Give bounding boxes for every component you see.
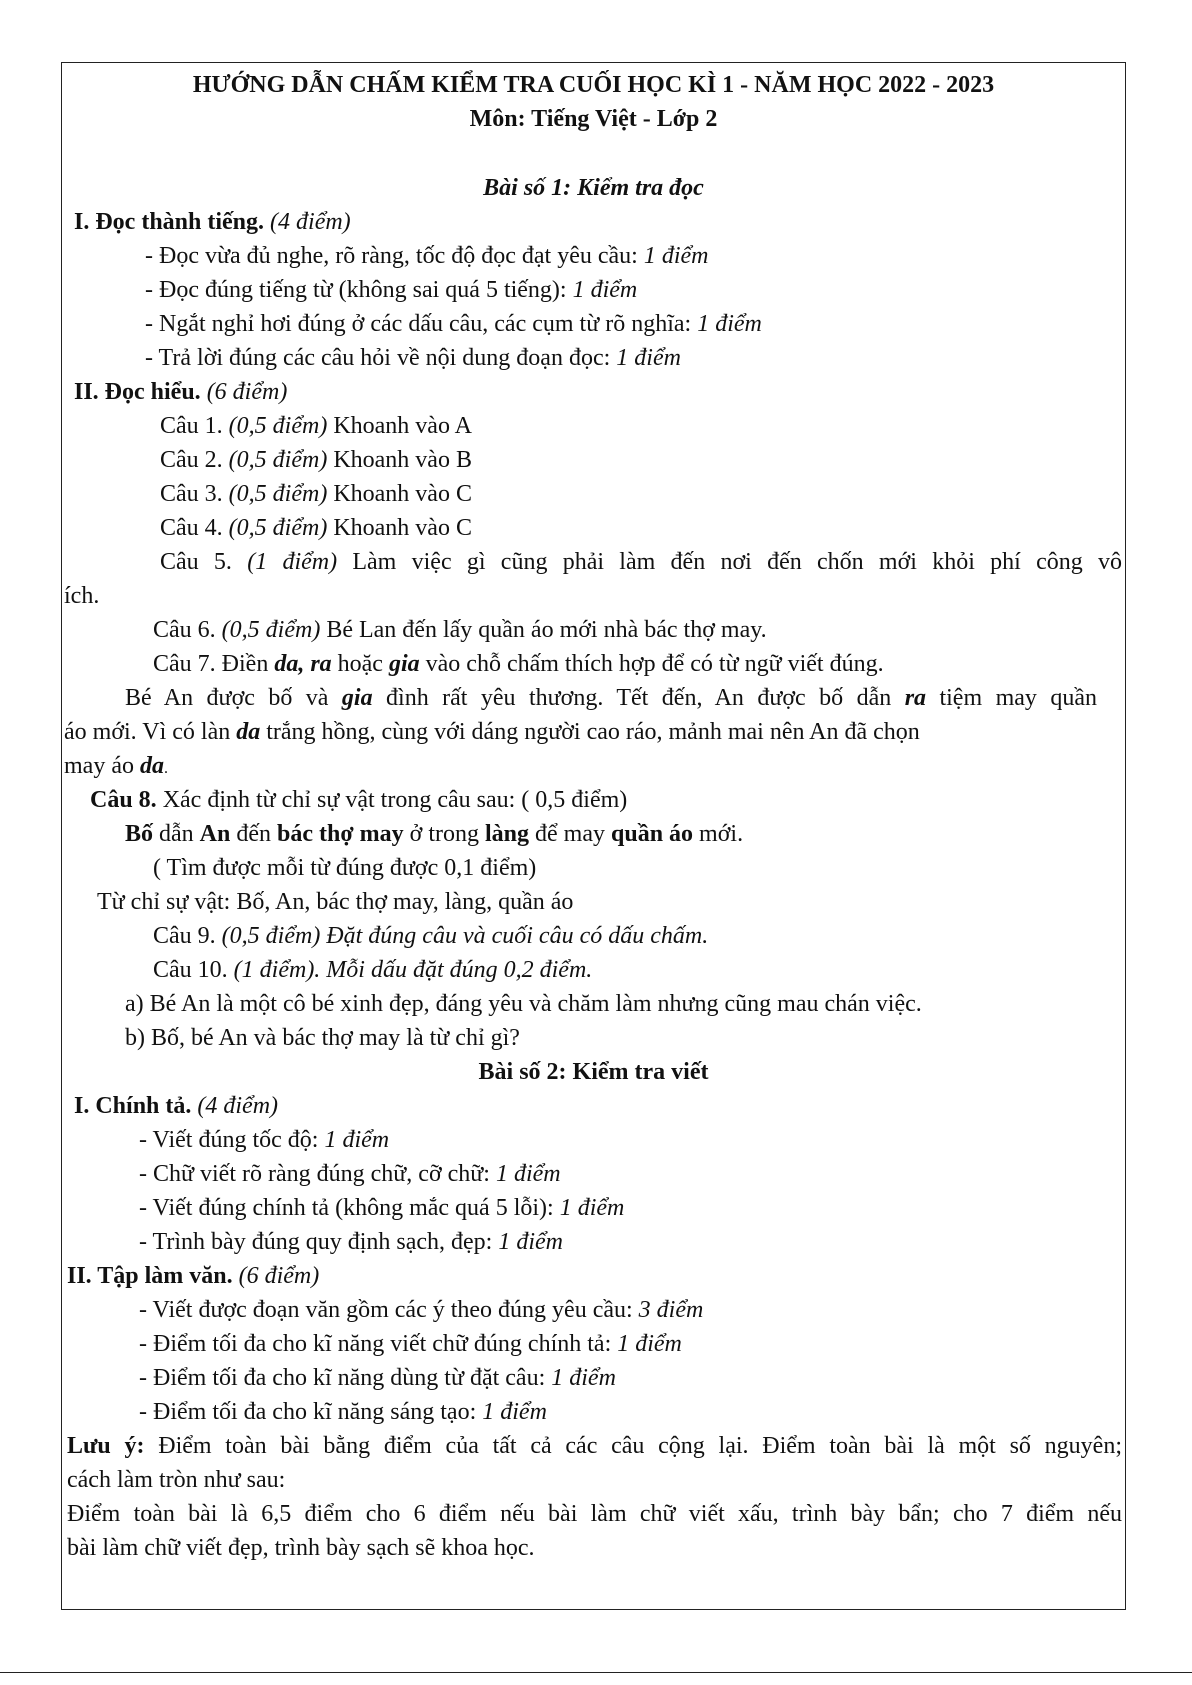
- criterion-item: [145, 309, 762, 339]
- question-4: [160, 513, 472, 543]
- question-10-b: b) Bố, bé An và bác thợ may là từ chỉ gì?: [125, 1025, 520, 1051]
- criterion-item: [139, 1227, 563, 1257]
- question-1: [160, 411, 472, 441]
- page-bottom-rule: [0, 1672, 1192, 1673]
- criterion-text: - Đọc vừa đủ nghe, rõ ràng, tốc độ đọc đạt yêu cầu:: [145, 243, 644, 269]
- question-7-paragraph-line-2: [64, 717, 920, 747]
- question-answer: Khoanh vào C: [327, 481, 472, 507]
- heading-doc-thanh-tieng: [74, 207, 351, 237]
- heading-text: I. Đọc thành tiếng.: [74, 209, 265, 235]
- question-10: [153, 955, 592, 985]
- note-text: Điểm toàn bài là 6,5 điểm cho 6 điểm nếu bài làm chữ viết xấu, trình bày bẩn; cho 7 điểm nếu: [67, 1501, 1122, 1527]
- question-label: Câu 6.: [153, 617, 222, 643]
- note-line-4: bài làm chữ viết đẹp, trình bày sạch sẽ khoa học.: [67, 1535, 535, 1561]
- criterion-item: [139, 1363, 616, 1393]
- heading-score: (4 điểm): [197, 1093, 279, 1119]
- question-label: Câu 5.: [160, 549, 248, 575]
- keyword: da, ra: [274, 651, 332, 677]
- criterion-score: 1 điểm: [498, 1229, 563, 1255]
- question-answer: Khoanh vào C: [327, 515, 472, 541]
- question-score: (0,5 điểm): [228, 413, 328, 439]
- keyword: da: [236, 719, 261, 745]
- section-title-bai-2: Bài số 2: Kiểm tra viết: [478, 1059, 709, 1085]
- section-title-bai-1: Bài số 1: Kiểm tra đọc: [483, 175, 704, 201]
- sentence-text: mới.: [693, 821, 744, 847]
- para-text: trắng hồng, cùng với dáng người cao ráo, mảnh mai nên An đã chọn: [260, 719, 920, 745]
- criterion-item: [139, 1329, 682, 1359]
- question-label: Câu 8.: [90, 787, 157, 813]
- criterion-item: [145, 343, 681, 373]
- note-text: Điểm toàn bài bằng điểm của tất cả các câu cộng lại. Điểm toàn bài là một số nguyên;: [144, 1433, 1122, 1459]
- para-text: tiệm may quần: [926, 685, 1097, 711]
- criterion-score: 1 điểm: [697, 311, 762, 337]
- question-5: [160, 547, 1122, 577]
- criterion-text: - Điểm tối đa cho kĩ năng viết chữ đúng chính tả:: [139, 1331, 618, 1357]
- question-7-paragraph-line-1: [125, 683, 1097, 713]
- note-line-3: [67, 1499, 1122, 1529]
- keyword: ra: [904, 685, 927, 711]
- question-text: (0,5 điểm) Đặt đúng câu và cuối câu có dấu chấm.: [221, 923, 709, 949]
- criterion-score: 1 điểm: [482, 1399, 547, 1425]
- para-text: may áo: [64, 753, 140, 779]
- para-text: .: [163, 760, 168, 777]
- question-2: [160, 445, 472, 475]
- criterion-item: [139, 1295, 703, 1325]
- criterion-text: - Chữ viết rõ ràng đúng chữ, cỡ chữ:: [139, 1161, 496, 1187]
- note-line-1: [67, 1431, 1122, 1461]
- keyword: Bố: [125, 821, 154, 847]
- criterion-score: 1 điểm: [559, 1195, 625, 1221]
- question-6: [153, 615, 767, 645]
- sentence-text: ở trong: [403, 821, 485, 847]
- question-label: Câu 3.: [160, 481, 229, 507]
- criterion-text: - Viết đúng tốc độ:: [139, 1127, 325, 1153]
- question-answer: Khoanh vào B: [327, 447, 472, 473]
- question-8-answer: Từ chỉ sự vật: Bố, An, bác thợ may, làng, quần áo: [97, 889, 574, 915]
- criterion-score: 1 điểm: [617, 1331, 682, 1357]
- keyword: gia: [388, 651, 420, 677]
- document-title: HƯỚNG DẪN CHẤM KIỂM TRA CUỐI HỌC KÌ 1 - NĂM HỌC 2022 - 2023: [192, 72, 995, 98]
- criterion-text: - Đọc đúng tiếng từ (không sai quá 5 tiếng):: [145, 277, 573, 303]
- keyword: An: [199, 821, 231, 847]
- question-text: hoặc: [331, 651, 389, 677]
- heading-chinh-ta: [74, 1091, 278, 1121]
- keyword: làng: [485, 821, 530, 847]
- heading-text: I. Chính tả.: [74, 1093, 192, 1119]
- question-label: Câu 10.: [153, 957, 234, 983]
- criterion-item: [145, 275, 637, 305]
- criterion-text: - Điểm tối đa cho kĩ năng dùng từ đặt câu:: [139, 1365, 552, 1391]
- question-7-paragraph-line-3: [64, 751, 168, 784]
- criterion-item: [139, 1125, 389, 1155]
- criterion-text: - Viết được đoạn văn gồm các ý theo đúng yêu cầu:: [139, 1297, 639, 1323]
- criterion-score: 3 điểm: [638, 1297, 704, 1323]
- document-subject: Môn: Tiếng Việt - Lớp 2: [469, 106, 718, 132]
- question-9: [153, 921, 708, 951]
- question-score: (0,5 điểm): [221, 617, 321, 643]
- criterion-item: [139, 1193, 624, 1223]
- question-answer: Khoanh vào A: [327, 413, 472, 439]
- sentence-text: để may: [529, 821, 611, 847]
- question-score: (1 điểm): [247, 549, 338, 575]
- keyword: quần áo: [611, 821, 694, 847]
- criterion-score: 1 điểm: [616, 345, 681, 371]
- question-text: Xác định từ chỉ sự vật trong câu sau: ( 0,5 điểm): [156, 787, 628, 813]
- criterion-score: 1 điểm: [551, 1365, 616, 1391]
- question-8-note: ( Tìm được mỗi từ đúng được 0,1 điểm): [153, 855, 537, 881]
- question-label: Câu 1.: [160, 413, 229, 439]
- criterion-score: 1 điểm: [572, 277, 638, 303]
- question-text: (1 điểm). Mỗi dấu đặt đúng 0,2 điểm.: [233, 957, 593, 983]
- question-10-a: a) Bé An là một cô bé xinh đẹp, đáng yêu và chăm làm nhưng cũng mau chán việc.: [125, 991, 922, 1017]
- question-text: vào chỗ chấm thích hợp để có từ ngữ viết đúng.: [419, 651, 884, 677]
- criterion-score: 1 điểm: [643, 243, 709, 269]
- criterion-score: 1 điểm: [495, 1161, 561, 1187]
- criterion-text: - Trả lời đúng các câu hỏi về nội dung đoạn đọc:: [145, 345, 617, 371]
- criterion-text: - Ngắt nghỉ hơi đúng ở các dấu câu, các cụm từ rõ nghĩa:: [145, 311, 698, 337]
- question-label: Câu 2.: [160, 447, 229, 473]
- question-5-continued: ích.: [64, 583, 100, 609]
- heading-text: II. Tập làm văn.: [67, 1263, 233, 1289]
- sentence-text: dẫn: [153, 821, 200, 847]
- question-8: [90, 785, 627, 815]
- heading-score: (6 điểm): [206, 379, 288, 405]
- question-7: [153, 649, 884, 679]
- criterion-text: - Trình bày đúng quy định sạch, đẹp:: [139, 1229, 499, 1255]
- para-text: đình rất yêu thương. Tết đến, An được bố dẫn: [372, 685, 905, 711]
- heading-score: (6 điểm): [238, 1263, 320, 1289]
- para-text: áo mới. Vì có làn: [64, 719, 237, 745]
- criterion-score: 1 điểm: [324, 1127, 390, 1153]
- question-8-sentence: [125, 819, 743, 849]
- heading-text: II. Đọc hiểu.: [74, 379, 201, 405]
- para-text: Bé An được bố và: [125, 685, 342, 711]
- question-score: (0,5 điểm): [228, 481, 328, 507]
- heading-score: (4 điểm): [270, 209, 351, 235]
- criterion-text: - Viết đúng chính tả (không mắc quá 5 lỗi):: [139, 1195, 560, 1221]
- question-label: Câu 7. Điền: [153, 651, 275, 677]
- criterion-item: [139, 1159, 561, 1189]
- keyword: bác thợ may: [277, 821, 404, 847]
- note-line-2: cách làm tròn như sau:: [67, 1467, 286, 1493]
- heading-tap-lam-van: [67, 1261, 319, 1291]
- note-label: Lưu ý:: [67, 1433, 145, 1459]
- question-label: Câu 9.: [153, 923, 222, 949]
- criterion-item: [139, 1397, 547, 1427]
- question-answer: Bé Lan đến lấy quần áo mới nhà bác thợ may.: [320, 617, 767, 643]
- criterion-item: [145, 241, 709, 271]
- question-score: (0,5 điểm): [228, 447, 328, 473]
- sentence-text: đến: [230, 821, 278, 847]
- keyword: da: [139, 753, 164, 779]
- criterion-text: - Điểm tối đa cho kĩ năng sáng tạo:: [139, 1399, 483, 1425]
- heading-doc-hieu: [74, 377, 287, 407]
- question-3: [160, 479, 472, 509]
- keyword: gia: [341, 685, 373, 711]
- question-answer: Làm việc gì cũng phải làm đến nơi đến chốn mới khỏi phí công vô: [337, 549, 1122, 575]
- question-score: (0,5 điểm): [228, 515, 328, 541]
- question-label: Câu 4.: [160, 515, 229, 541]
